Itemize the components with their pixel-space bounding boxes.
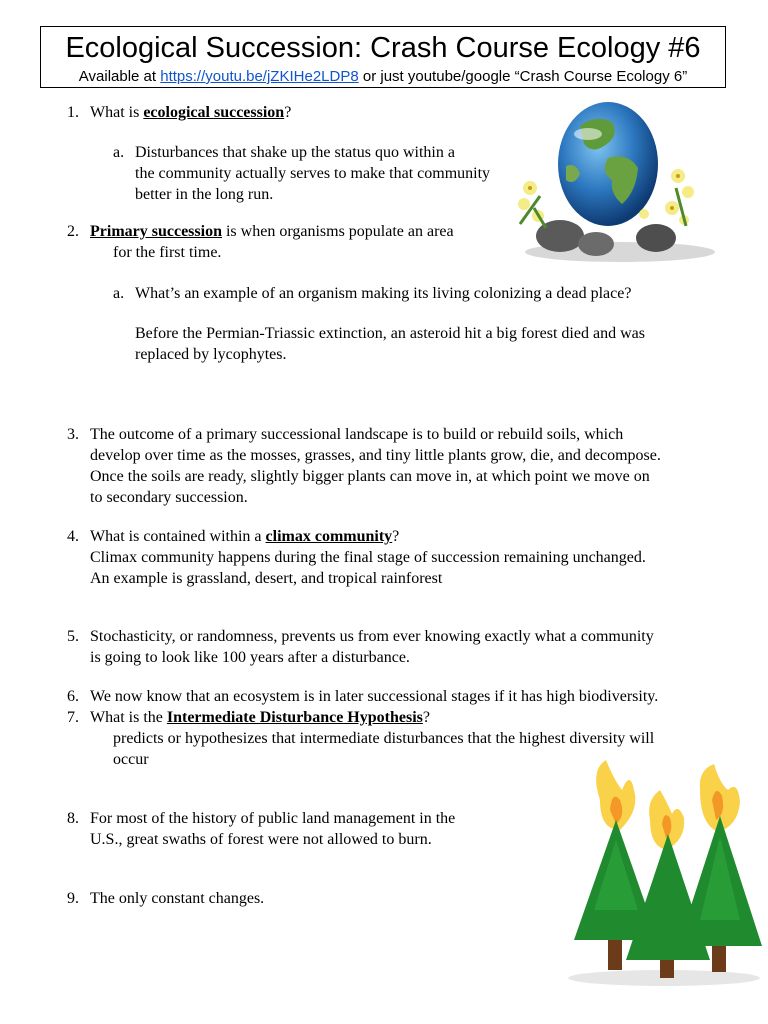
q3-line-3: Once the soils are ready, slightly bigger plants can move in, at which point we move on	[90, 468, 650, 485]
q8-number: 8.	[67, 810, 79, 827]
q6-statement: We now know that an ecosystem is in later successional stages if it has high biodiversity.	[90, 688, 659, 705]
q5-number: 5.	[67, 628, 79, 645]
q3-line-4: to secondary succession.	[90, 489, 248, 506]
q9-number: 9.	[67, 890, 79, 907]
q1-number: 1.	[67, 104, 79, 121]
q7-number: 7.	[67, 709, 79, 726]
term-ecological-succession: ecological succession	[143, 104, 285, 121]
q1a-answer-line-1: Disturbances that shake up the status quo within a	[135, 144, 455, 161]
q7-answer-line-2: occur	[113, 751, 149, 768]
title-box	[40, 26, 726, 88]
term-intermediate-disturbance-hypothesis: Intermediate Disturbance Hypothesis	[166, 709, 423, 726]
page-title: Ecological Succession: Crash Course Ecology #6	[65, 32, 701, 64]
q4-answer-line-2: An example is grassland, desert, and tropical rainforest	[90, 570, 443, 587]
q1a-label: a.	[113, 144, 125, 161]
q2-statement: Primary succession is when organisms populate an area	[90, 223, 454, 240]
q4-number: 4.	[67, 528, 79, 545]
q2a-question: What’s an example of an organism making its living colonizing a dead place?	[135, 285, 632, 302]
q1a-answer-line-3: better in the long run.	[135, 186, 274, 203]
q8-line-2: U.S., great swaths of forest were not allowed to burn.	[90, 831, 432, 848]
q2-statement-line-2: for the first time.	[113, 244, 222, 261]
q9-statement: The only constant changes.	[90, 890, 265, 907]
q7-answer-line-1: predicts or hypothesizes that intermediate disturbances that the highest diversity will	[113, 730, 655, 747]
q1a-answer-line-2: the community actually serves to make that community	[135, 165, 491, 182]
video-link[interactable]: https://youtu.be/jZKIHe2LDP8	[160, 68, 359, 85]
q4-question: What is contained within a climax community?	[90, 528, 400, 545]
q8-line-1: For most of the history of public land management in the	[90, 810, 456, 827]
term-primary-succession: Primary succession	[90, 223, 222, 240]
q5-line-1: Stochasticity, or randomness, prevents us from ever knowing exactly what a community	[90, 628, 654, 645]
q6-number: 6.	[67, 688, 79, 705]
q1-question: What is ecological succession?	[90, 104, 292, 121]
available-prefix: Available at	[78, 68, 161, 85]
available-suffix: or just youtube/google “Crash Course Ecology 6”	[358, 68, 688, 85]
q3-line-2: develop over time as the mosses, grasses, and tiny little plants grow, die, and decompose.	[90, 447, 661, 464]
earth-flowers-clipart	[500, 96, 730, 266]
q3-line-1: The outcome of a primary successional landscape is to build or rebuild soils, which	[90, 426, 624, 443]
q2-number: 2.	[67, 223, 79, 240]
term-climax-community: climax community	[265, 528, 393, 545]
burning-trees-clipart	[560, 760, 768, 990]
q5-line-2: is going to look like 100 years after a disturbance.	[90, 649, 410, 666]
q2a-answer-line-1: Before the Permian-Triassic extinction, an asteroid hit a big forest died and was	[135, 325, 645, 342]
q2a-label: a.	[113, 285, 125, 302]
q4-answer-line-1: Climax community happens during the final stage of succession remaining unchanged.	[90, 549, 646, 566]
video-availability	[41, 68, 725, 86]
q2a-answer-line-2: replaced by lycophytes.	[135, 346, 287, 363]
q7-question: What is the Intermediate Disturbance Hypothesis?	[90, 709, 430, 726]
q3-number: 3.	[67, 426, 79, 443]
